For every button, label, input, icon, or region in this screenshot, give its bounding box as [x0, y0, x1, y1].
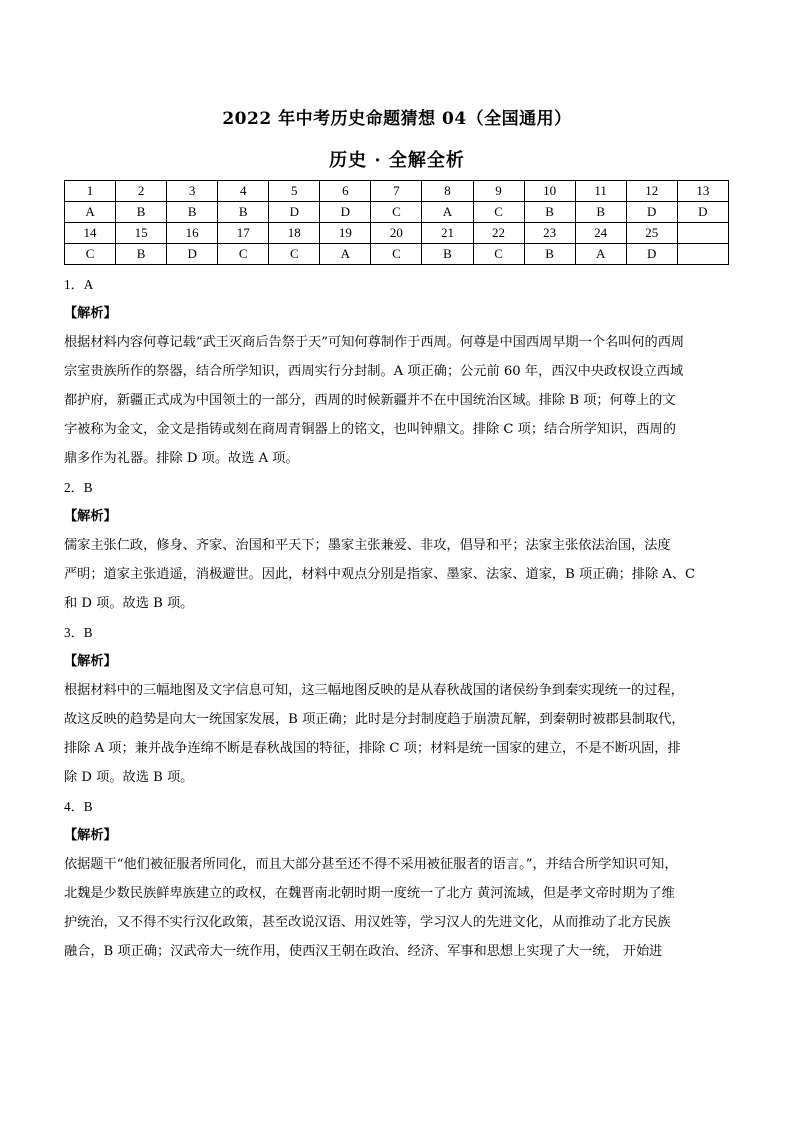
answer-cell: C: [371, 244, 422, 265]
question-number-cell: 20: [371, 223, 422, 244]
analysis-text-line: 根据材料内容何尊记载“武王灭商后告祭于天”可知何尊制作于西周。何尊是中国西周早期一个名叫何的西周: [64, 335, 685, 350]
question-number-cell: 12: [626, 181, 677, 202]
question-number-cell: 16: [167, 223, 218, 244]
question-number-cell: 19: [320, 223, 371, 244]
answer-cell: A: [575, 244, 626, 265]
answer-cell: C: [218, 244, 269, 265]
answer-cell: B: [167, 202, 218, 223]
question-answer-heading: 4．B: [64, 799, 93, 814]
question-number-cell: 13: [677, 181, 728, 202]
answer-cell: B: [218, 202, 269, 223]
answer-cell: C: [473, 202, 524, 223]
analysis-text-line: 和 D 项。故选 B 项。: [64, 596, 194, 611]
question-number-row: [65, 181, 729, 202]
answer-cell: B: [116, 244, 167, 265]
analysis-text-line: 故这反映的趋势是向大一统国家发展，B 项正确；此时是分封制度趋于崩溃瓦解，到秦朝时被郡县制取代，: [64, 712, 685, 727]
analysis-text-line: 根据材料中的三幅地图及文字信息可知，这三幅地图反映的是从春秋战国的诸侯纷争到秦实现统一的过程，: [64, 683, 684, 698]
question-number-cell: 23: [524, 223, 575, 244]
answer-cell: A: [65, 202, 116, 223]
question-number-cell: 21: [422, 223, 473, 244]
answer-cell: B: [524, 202, 575, 223]
analysis-text-line: 严明；道家主张逍遥，消极避世。因此，材料中观点分别是指家、墨家、法家、道家，B 项正确；排除 A、C: [64, 567, 696, 582]
answer-cell: A: [422, 202, 473, 223]
question-number-cell: 2: [116, 181, 167, 202]
question-answer-heading: 3．B: [64, 625, 93, 640]
answer-row: [65, 244, 729, 265]
question-number-cell: 8: [422, 181, 473, 202]
question-number-cell: 7: [371, 181, 422, 202]
answer-cell: D: [320, 202, 371, 223]
analysis-text-line: 融合，B 项正确；汉武帝大一统作用，使西汉王朝在政治、经济、军事和思想上实现了大一统， 开始进: [64, 944, 663, 959]
analysis-text-line: 字被称为金文，金文是指铸或刻在商周青铜器上的铭文，也叫钟鼎文。排除 C 项；结合所学知识，西周的: [64, 422, 676, 437]
question-number-cell: 11: [575, 181, 626, 202]
question-number-row: [65, 223, 729, 244]
question-number-cell: 9: [473, 181, 524, 202]
answer-cell: D: [677, 202, 728, 223]
answer-cell: [677, 244, 728, 265]
answer-cell: C: [473, 244, 524, 265]
explanations: [64, 270, 730, 966]
analysis-text-line: 都护府，新疆正式成为中国领土的一部分，西周的时候新疆并不在中国统治区域。排除 B 项；何尊上的文: [64, 393, 676, 408]
analysis-text-line: 北魏是少数民族鲜卑族建立的政权，在魏晋南北朝时期一度统一了北方 黄河流域，但是孝文帝时期为了维: [64, 886, 675, 901]
analysis-text-line: 儒家主张仁政，修身、齐家、治国和平天下；墨家主张兼爱、非攻，倡导和平；法家主张依法治国，法度: [64, 538, 671, 553]
document-subtitle: 历史 · 全解全析: [329, 150, 465, 171]
answer-cell: B: [422, 244, 473, 265]
analysis-text-line: 除 D 项。故选 B 项。: [64, 770, 194, 785]
question-number-cell: 1: [65, 181, 116, 202]
answer-cell: D: [269, 202, 320, 223]
answer-cell: B: [116, 202, 167, 223]
question-number-cell: [677, 223, 728, 244]
document-title: 2022 年中考历史命题猜想 04（全国通用）: [222, 109, 572, 129]
question-number-cell: 25: [626, 223, 677, 244]
analysis-label: 【解析】: [64, 509, 117, 524]
analysis-text-line: 依据题干“他们被征服者所同化，而且大部分甚至还不得不采用被征服者的语言。”，并结合所学知识可知，: [64, 857, 678, 872]
question-number-cell: 22: [473, 223, 524, 244]
question-number-cell: 4: [218, 181, 269, 202]
question-number-cell: 3: [167, 181, 218, 202]
analysis-text-line: 护统治，又不得不实行汉化政策，甚至改说汉语、用汉姓等，学习汉人的先进文化，从而推动了北方民族: [64, 915, 671, 930]
analysis-text-line: 鼎多作为礼器。排除 D 项。故选 A 项。: [64, 451, 299, 466]
answer-cell: D: [626, 244, 677, 265]
analysis-label: 【解析】: [64, 306, 117, 321]
answer-row: [65, 202, 729, 223]
question-number-cell: 24: [575, 223, 626, 244]
answer-cell: B: [524, 244, 575, 265]
question-number-cell: 10: [524, 181, 575, 202]
analysis-text-line: 宗室贵族所作的祭器，结合所学知识，西周实行分封制。A 项正确；公元前 60 年，西汉中央政权设立西域: [64, 364, 684, 379]
question-number-cell: 17: [218, 223, 269, 244]
answer-key-table: [64, 180, 729, 265]
question-number-cell: 18: [269, 223, 320, 244]
analysis-label: 【解析】: [64, 828, 117, 843]
answer-cell: D: [626, 202, 677, 223]
question-answer-heading: 1．A: [64, 277, 94, 292]
question-number-cell: 15: [116, 223, 167, 244]
question-number-cell: 14: [65, 223, 116, 244]
answer-cell: A: [320, 244, 371, 265]
answer-cell: D: [167, 244, 218, 265]
answer-cell: C: [269, 244, 320, 265]
analysis-label: 【解析】: [64, 654, 117, 669]
answer-cell: C: [371, 202, 422, 223]
answer-cell: C: [65, 244, 116, 265]
question-number-cell: 6: [320, 181, 371, 202]
answer-cell: B: [575, 202, 626, 223]
analysis-text-line: 排除 A 项；兼并战争连绵不断是春秋战国的特征，排除 C 项；材料是统一国家的建立，不是不断巩固，排: [64, 741, 681, 756]
question-number-cell: 5: [269, 181, 320, 202]
question-answer-heading: 2．B: [64, 480, 93, 495]
